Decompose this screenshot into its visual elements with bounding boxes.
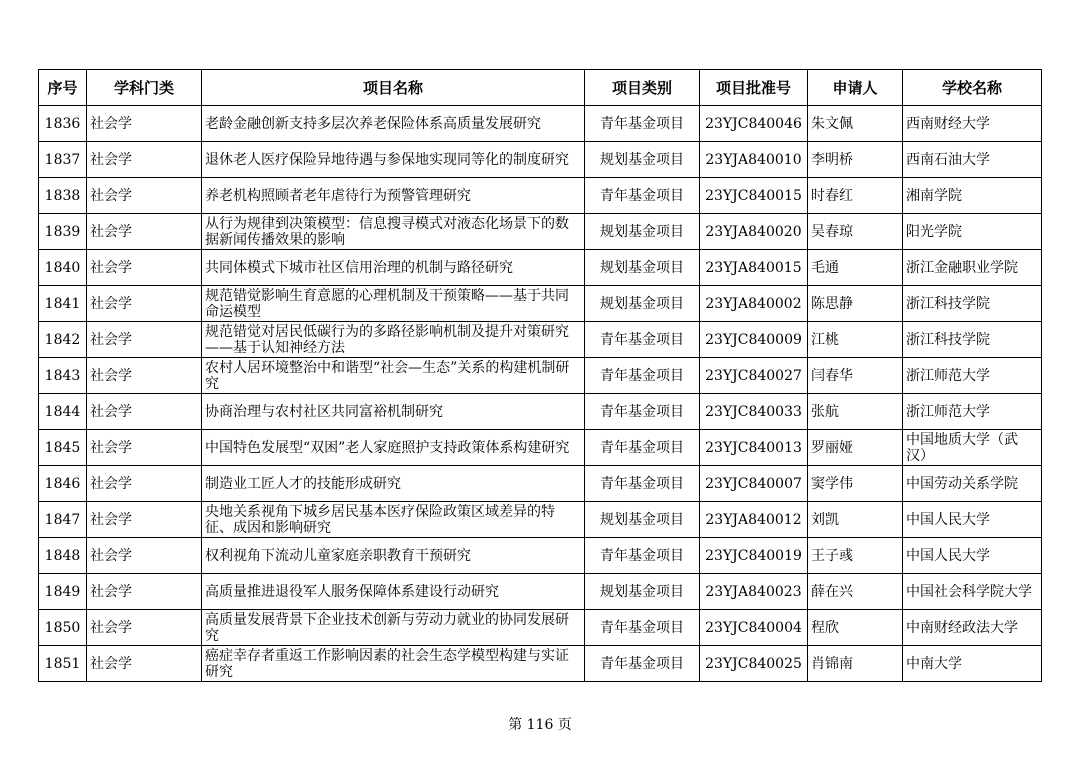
cell-name: 规范错觉影响生育意愿的心理机制及干预策略——基于共同命运模型 bbox=[202, 286, 585, 322]
cell-subject: 社会学 bbox=[87, 106, 202, 142]
header-applicant: 申请人 bbox=[808, 70, 903, 106]
cell-no: 1847 bbox=[39, 502, 87, 538]
cell-name: 高质量发展背景下企业技术创新与劳动力就业的协同发展研究 bbox=[202, 610, 585, 646]
cell-no: 1851 bbox=[39, 646, 87, 682]
cell-name: 从行为规律到决策模型：信息搜寻模式对液态化场景下的数据新闻传播效果的影响 bbox=[202, 214, 585, 250]
table-row bbox=[39, 538, 1042, 574]
cell-code: 23YJC840046 bbox=[700, 106, 808, 142]
cell-type: 青年基金项目 bbox=[585, 466, 700, 502]
cell-school: 中国社会科学院大学 bbox=[903, 574, 1042, 610]
cell-code: 23YJC840009 bbox=[700, 322, 808, 358]
cell-subject: 社会学 bbox=[87, 358, 202, 394]
cell-subject: 社会学 bbox=[87, 646, 202, 682]
header-name: 项目名称 bbox=[202, 70, 585, 106]
table-row bbox=[39, 466, 1042, 502]
table-row bbox=[39, 286, 1042, 322]
header-code: 项目批准号 bbox=[700, 70, 808, 106]
cell-code: 23YJA840015 bbox=[700, 250, 808, 286]
cell-name: 老龄金融创新支持多层次养老保险体系高质量发展研究 bbox=[202, 106, 585, 142]
project-table bbox=[38, 69, 1042, 682]
header-school: 学校名称 bbox=[903, 70, 1042, 106]
cell-applicant: 闫春华 bbox=[808, 358, 903, 394]
table-row bbox=[39, 394, 1042, 430]
cell-code: 23YJC840007 bbox=[700, 466, 808, 502]
cell-applicant: 朱文佩 bbox=[808, 106, 903, 142]
cell-code: 23YJC840033 bbox=[700, 394, 808, 430]
table-row bbox=[39, 646, 1042, 682]
cell-type: 规划基金项目 bbox=[585, 502, 700, 538]
cell-school: 中国地质大学（武汉） bbox=[903, 430, 1042, 466]
header-subject: 学科门类 bbox=[87, 70, 202, 106]
cell-subject: 社会学 bbox=[87, 214, 202, 250]
cell-school: 中国人民大学 bbox=[903, 538, 1042, 574]
cell-no: 1850 bbox=[39, 610, 87, 646]
cell-school: 浙江科技学院 bbox=[903, 286, 1042, 322]
cell-type: 青年基金项目 bbox=[585, 106, 700, 142]
cell-applicant: 肖锦南 bbox=[808, 646, 903, 682]
cell-applicant: 时春红 bbox=[808, 178, 903, 214]
cell-school: 阳光学院 bbox=[903, 214, 1042, 250]
cell-no: 1845 bbox=[39, 430, 87, 466]
cell-no: 1849 bbox=[39, 574, 87, 610]
table-row bbox=[39, 250, 1042, 286]
cell-type: 规划基金项目 bbox=[585, 574, 700, 610]
cell-applicant: 罗丽娅 bbox=[808, 430, 903, 466]
cell-no: 1848 bbox=[39, 538, 87, 574]
cell-no: 1846 bbox=[39, 466, 87, 502]
cell-subject: 社会学 bbox=[87, 574, 202, 610]
cell-no: 1843 bbox=[39, 358, 87, 394]
table-row bbox=[39, 610, 1042, 646]
cell-type: 青年基金项目 bbox=[585, 610, 700, 646]
cell-code: 23YJA840023 bbox=[700, 574, 808, 610]
cell-school: 浙江师范大学 bbox=[903, 358, 1042, 394]
cell-subject: 社会学 bbox=[87, 466, 202, 502]
cell-name: 权利视角下流动儿童家庭亲职教育干预研究 bbox=[202, 538, 585, 574]
cell-name: 中国特色发展型“双困”老人家庭照护支持政策体系构建研究 bbox=[202, 430, 585, 466]
cell-name: 癌症幸存者重返工作影响因素的社会生态学模型构建与实证研究 bbox=[202, 646, 585, 682]
cell-subject: 社会学 bbox=[87, 142, 202, 178]
table-body bbox=[39, 106, 1042, 682]
cell-name: 规范错觉对居民低碳行为的多路径影响机制及提升对策研究——基于认知神经方法 bbox=[202, 322, 585, 358]
cell-type: 规划基金项目 bbox=[585, 214, 700, 250]
cell-type: 青年基金项目 bbox=[585, 322, 700, 358]
cell-applicant: 张航 bbox=[808, 394, 903, 430]
cell-applicant: 窦学伟 bbox=[808, 466, 903, 502]
cell-subject: 社会学 bbox=[87, 286, 202, 322]
cell-school: 湘南学院 bbox=[903, 178, 1042, 214]
cell-school: 浙江科技学院 bbox=[903, 322, 1042, 358]
cell-code: 23YJA840020 bbox=[700, 214, 808, 250]
cell-school: 西南财经大学 bbox=[903, 106, 1042, 142]
cell-code: 23YJC840015 bbox=[700, 178, 808, 214]
cell-name: 养老机构照顾者老年虐待行为预警管理研究 bbox=[202, 178, 585, 214]
cell-applicant: 王子彧 bbox=[808, 538, 903, 574]
page-number: 第 116 页 bbox=[508, 717, 572, 733]
cell-subject: 社会学 bbox=[87, 250, 202, 286]
cell-school: 中南大学 bbox=[903, 646, 1042, 682]
cell-type: 规划基金项目 bbox=[585, 250, 700, 286]
cell-applicant: 陈思静 bbox=[808, 286, 903, 322]
cell-applicant: 吴春琼 bbox=[808, 214, 903, 250]
table-row bbox=[39, 502, 1042, 538]
cell-subject: 社会学 bbox=[87, 322, 202, 358]
cell-no: 1840 bbox=[39, 250, 87, 286]
cell-applicant: 薛在兴 bbox=[808, 574, 903, 610]
cell-subject: 社会学 bbox=[87, 610, 202, 646]
cell-name: 退休老人医疗保险异地待遇与参保地实现同等化的制度研究 bbox=[202, 142, 585, 178]
header-no: 序号 bbox=[39, 70, 87, 106]
cell-type: 青年基金项目 bbox=[585, 178, 700, 214]
cell-no: 1837 bbox=[39, 142, 87, 178]
cell-subject: 社会学 bbox=[87, 502, 202, 538]
table-row bbox=[39, 358, 1042, 394]
cell-applicant: 江桃 bbox=[808, 322, 903, 358]
table-row bbox=[39, 142, 1042, 178]
cell-school: 中国人民大学 bbox=[903, 502, 1042, 538]
cell-applicant: 程欣 bbox=[808, 610, 903, 646]
cell-code: 23YJC840004 bbox=[700, 610, 808, 646]
cell-type: 青年基金项目 bbox=[585, 358, 700, 394]
cell-name: 协商治理与农村社区共同富裕机制研究 bbox=[202, 394, 585, 430]
cell-code: 23YJC840019 bbox=[700, 538, 808, 574]
cell-type: 青年基金项目 bbox=[585, 394, 700, 430]
cell-subject: 社会学 bbox=[87, 394, 202, 430]
cell-code: 23YJA840010 bbox=[700, 142, 808, 178]
table-row bbox=[39, 322, 1042, 358]
cell-code: 23YJC840025 bbox=[700, 646, 808, 682]
cell-no: 1841 bbox=[39, 286, 87, 322]
cell-no: 1838 bbox=[39, 178, 87, 214]
cell-code: 23YJA840012 bbox=[700, 502, 808, 538]
cell-applicant: 毛通 bbox=[808, 250, 903, 286]
cell-name: 高质量推进退役军人服务保障体系建设行动研究 bbox=[202, 574, 585, 610]
cell-type: 规划基金项目 bbox=[585, 286, 700, 322]
cell-type: 规划基金项目 bbox=[585, 142, 700, 178]
table-row bbox=[39, 574, 1042, 610]
cell-subject: 社会学 bbox=[87, 178, 202, 214]
cell-code: 23YJC840027 bbox=[700, 358, 808, 394]
cell-school: 中国劳动关系学院 bbox=[903, 466, 1042, 502]
cell-subject: 社会学 bbox=[87, 538, 202, 574]
cell-no: 1844 bbox=[39, 394, 87, 430]
cell-school: 中南财经政法大学 bbox=[903, 610, 1042, 646]
cell-school: 浙江师范大学 bbox=[903, 394, 1042, 430]
cell-subject: 社会学 bbox=[87, 430, 202, 466]
cell-school: 西南石油大学 bbox=[903, 142, 1042, 178]
table-row bbox=[39, 214, 1042, 250]
cell-name: 制造业工匠人才的技能形成研究 bbox=[202, 466, 585, 502]
cell-name: 央地关系视角下城乡居民基本医疗保险政策区域差异的特征、成因和影响研究 bbox=[202, 502, 585, 538]
table-row bbox=[39, 106, 1042, 142]
cell-code: 23YJC840013 bbox=[700, 430, 808, 466]
cell-no: 1839 bbox=[39, 214, 87, 250]
cell-no: 1836 bbox=[39, 106, 87, 142]
cell-type: 青年基金项目 bbox=[585, 430, 700, 466]
cell-name: 共同体模式下城市社区信用治理的机制与路径研究 bbox=[202, 250, 585, 286]
cell-type: 青年基金项目 bbox=[585, 646, 700, 682]
cell-code: 23YJA840002 bbox=[700, 286, 808, 322]
cell-type: 青年基金项目 bbox=[585, 538, 700, 574]
header-type: 项目类别 bbox=[585, 70, 700, 106]
cell-no: 1842 bbox=[39, 322, 87, 358]
cell-applicant: 刘凯 bbox=[808, 502, 903, 538]
table-row bbox=[39, 430, 1042, 466]
header-row bbox=[39, 70, 1042, 106]
table-row bbox=[39, 178, 1042, 214]
cell-applicant: 李明桥 bbox=[808, 142, 903, 178]
cell-school: 浙江金融职业学院 bbox=[903, 250, 1042, 286]
cell-name: 农村人居环境整治中和谐型“社会—生态”关系的构建机制研究 bbox=[202, 358, 585, 394]
